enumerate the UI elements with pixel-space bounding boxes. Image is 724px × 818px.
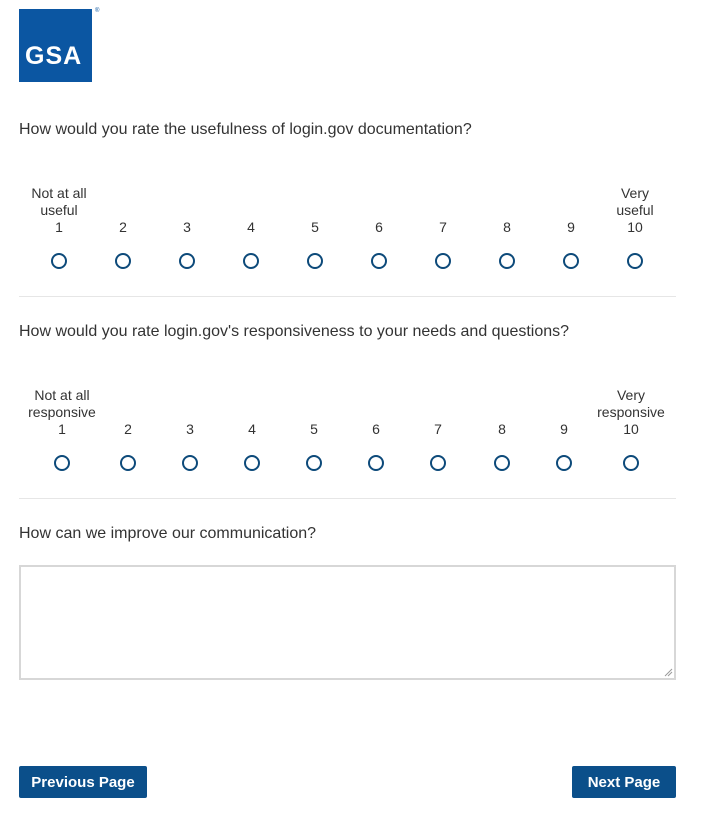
logo-text: GSA [25, 42, 83, 70]
scale-number: 9 [560, 421, 568, 437]
q2-radio-9[interactable] [556, 455, 572, 471]
q2-radio-4[interactable] [244, 455, 260, 471]
scale-number: 5 [311, 219, 319, 235]
q2-radio-7[interactable] [430, 455, 446, 471]
q1-radio-10[interactable] [627, 253, 643, 269]
q2-radio-5[interactable] [306, 455, 322, 471]
low-anchor-label: Not at all useful [31, 185, 87, 218]
resize-grip-icon[interactable] [663, 667, 673, 677]
scale-number: 3 [183, 219, 191, 235]
scale-number: 7 [439, 219, 447, 235]
q1-radio-5[interactable] [307, 253, 323, 269]
q2-radio-10[interactable] [623, 455, 639, 471]
q1-radio-8[interactable] [499, 253, 515, 269]
scale-label-10 [591, 387, 671, 438]
scale-number: 7 [434, 421, 442, 437]
scale-number: 1 [58, 421, 66, 437]
question-usefulness: How would you rate the usefulness of login.gov documentation? [19, 121, 472, 138]
q2-radio-6[interactable] [368, 455, 384, 471]
scale-number: 1 [55, 219, 63, 235]
high-anchor-label: Very useful [616, 185, 654, 218]
q1-radio-2[interactable] [115, 253, 131, 269]
high-anchor-label: Very responsive [597, 387, 665, 420]
scale-number: 6 [372, 421, 380, 437]
scale-number: 2 [119, 219, 127, 235]
previous-page-button[interactable]: Previous Page [19, 766, 147, 798]
question-improve-communication: How can we improve our communication? [19, 525, 317, 542]
q1-radio-6[interactable] [371, 253, 387, 269]
registered-mark: ® [95, 8, 100, 14]
gsa-logo [19, 9, 92, 82]
divider [19, 296, 676, 297]
scale-number: 3 [186, 421, 194, 437]
q1-radio-9[interactable] [563, 253, 579, 269]
scale-number: 6 [375, 219, 383, 235]
q1-radio-1[interactable] [51, 253, 67, 269]
divider [19, 498, 676, 499]
scale-number: 5 [310, 421, 318, 437]
q2-radio-8[interactable] [494, 455, 510, 471]
q1-radio-7[interactable] [435, 253, 451, 269]
next-page-button[interactable]: Next Page [572, 766, 676, 798]
q2-radio-1[interactable] [54, 455, 70, 471]
q2-radio-3[interactable] [182, 455, 198, 471]
scale-number: 8 [498, 421, 506, 437]
low-anchor-label: Not at all responsive [28, 387, 96, 420]
scale-number: 4 [247, 219, 255, 235]
communication-feedback-textarea[interactable] [19, 565, 676, 680]
scale-label-10 [595, 185, 675, 236]
scale-number: 10 [623, 421, 639, 437]
q1-radio-3[interactable] [179, 253, 195, 269]
q2-radio-2[interactable] [120, 455, 136, 471]
scale-number: 2 [124, 421, 132, 437]
q1-radio-4[interactable] [243, 253, 259, 269]
scale-number: 4 [248, 421, 256, 437]
question-responsiveness: How would you rate login.gov's responsiveness to your needs and questions? [19, 323, 570, 340]
scale-number: 10 [627, 219, 643, 235]
scale-number: 8 [503, 219, 511, 235]
scale-number: 9 [567, 219, 575, 235]
